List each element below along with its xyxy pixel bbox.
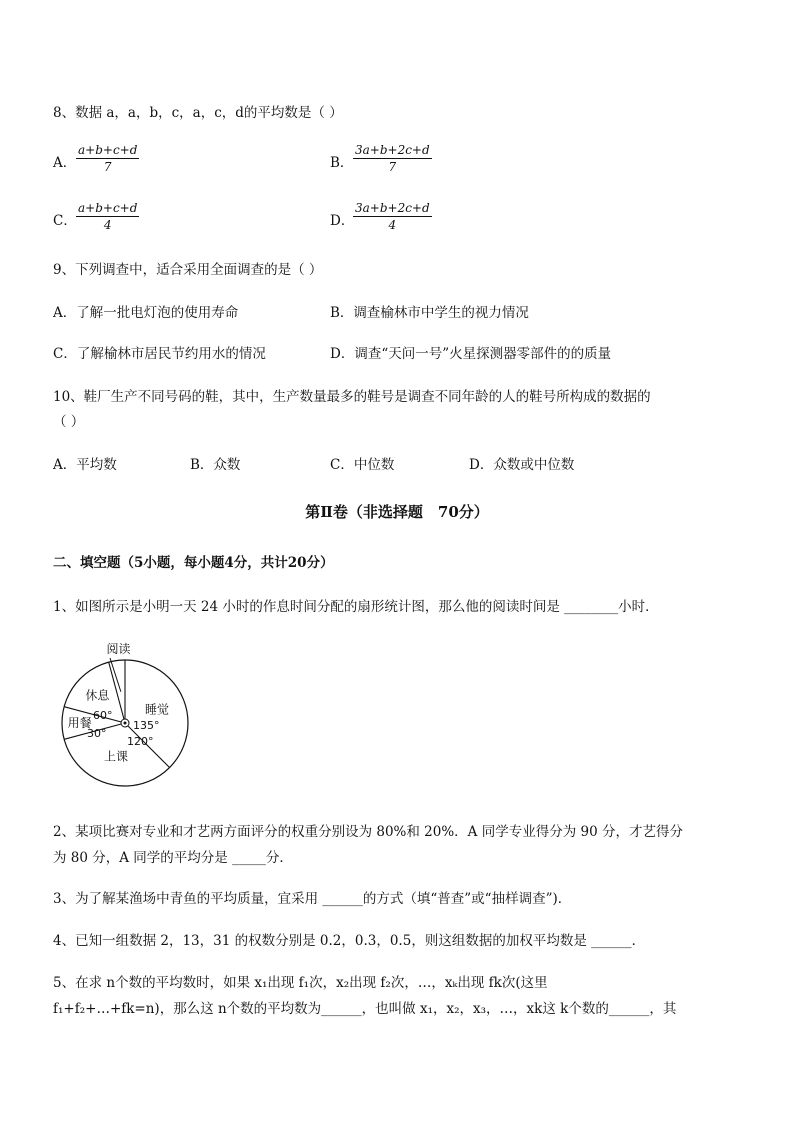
q9-option-c: C．了解榆林市居民节约用水的情况 xyxy=(53,346,266,362)
fraction-numerator: a+b+c+d xyxy=(78,201,138,215)
fill-q5-line2: f₁+f₂+…+fk=n)，那么这 n个数的平均数为______，也叫做 x₁，x₂，x₃，…，xk这 k个数的______，其 xyxy=(53,1001,677,1017)
pie-slice-label: 睡觉 xyxy=(145,702,170,717)
q10-option-b: B．众数 xyxy=(190,457,241,473)
fraction-numerator: 3a+b+2c+d xyxy=(355,201,430,215)
q8-option-d-fraction xyxy=(353,201,432,233)
pie-slice-label: 休息 xyxy=(85,688,110,703)
pie-chart xyxy=(60,638,200,798)
fraction-numerator: 3a+b+2c+d xyxy=(355,143,430,157)
fraction-numerator: a+b+c+d xyxy=(78,143,138,157)
pie-slice-label: 阅读 xyxy=(106,642,131,656)
q8-option-d-label: D． xyxy=(330,213,355,229)
pie-slice-label: 上课 xyxy=(104,749,129,764)
fraction-denominator: 4 xyxy=(103,218,112,232)
fraction-denominator: 4 xyxy=(388,218,397,232)
q8-stem: 8、数据 a，a，b，c，a，c，d的平均数是（ ） xyxy=(53,105,343,121)
q10-stem-paren: （ ） xyxy=(53,414,85,430)
part-two-title: 第Ⅱ卷（非选择题 70分） xyxy=(305,503,489,521)
pie-center-dot xyxy=(124,722,127,725)
q8-option-a-fraction xyxy=(76,143,139,175)
fill-q4: 4、已知一组数据 2，13，31 的权数分别是 0.2，0.3，0.5，则这组数据的加权平均数是 ______． xyxy=(53,933,646,949)
q9-option-a: A．了解一批电灯泡的使用寿命 xyxy=(53,305,239,321)
section-heading-fill-in: 二、填空题（5小题，每小题4分，共计20分） xyxy=(53,555,334,571)
q9-option-b: B．调查榆林市中学生的视力情况 xyxy=(330,305,529,321)
fill-q3: 3、为了解某渔场中青鱼的平均质量，宜采用 ______的方式（填“普查”或“抽样调查”)． xyxy=(53,891,572,907)
q8-option-b-fraction xyxy=(353,143,432,175)
fraction-denominator: 7 xyxy=(103,160,112,174)
q9-stem: 9、下列调查中，适合采用全面调查的是（ ） xyxy=(53,262,323,278)
q8-option-b-label: B． xyxy=(330,155,354,171)
pie-slice-label: 用餐 xyxy=(67,716,92,730)
fill-q2-line2: 为 80 分，A 同学的平均分是 _____分． xyxy=(53,850,293,866)
fill-q1: 1、如图所示是小明一天 24 小时的作息时间分配的扇形统计图，那么他的阅读时间是 ________小时． xyxy=(53,599,659,615)
pie-angle-label: 60° xyxy=(93,709,113,722)
q9-option-d: D．调查“天问一号”火星探测器零部件的的质量 xyxy=(330,346,612,362)
pie-angle-label: 120° xyxy=(127,735,154,748)
pie-angle-label: 30° xyxy=(87,727,107,740)
q10-stem: 10、鞋厂生产不同号码的鞋，其中，生产数量最多的鞋号是调查不同年龄的人的鞋号所构成的数据的 xyxy=(53,389,651,405)
q8-option-c-fraction xyxy=(76,201,139,233)
pie-angle-label: 135° xyxy=(133,719,160,732)
q10-option-a: A．平均数 xyxy=(53,457,117,473)
fill-q5-line1: 5、在求 n个数的平均数时，如果 x₁出现 f₁次，x₂出现 f₂次，…，xₖ出现 fk次(这里 xyxy=(53,975,548,991)
q10-option-d: D．众数或中位数 xyxy=(469,457,575,473)
q8-option-c-label: C． xyxy=(53,213,77,229)
fill-q2-line1: 2、某项比赛对专业和才艺两方面评分的权重分别设为 80%和 20%．A 同学专业得分为 90 分，才艺得分 xyxy=(53,824,683,840)
fraction-denominator: 7 xyxy=(388,160,397,174)
q8-option-a-label: A． xyxy=(53,155,77,171)
q10-option-c: C．中位数 xyxy=(330,457,395,473)
